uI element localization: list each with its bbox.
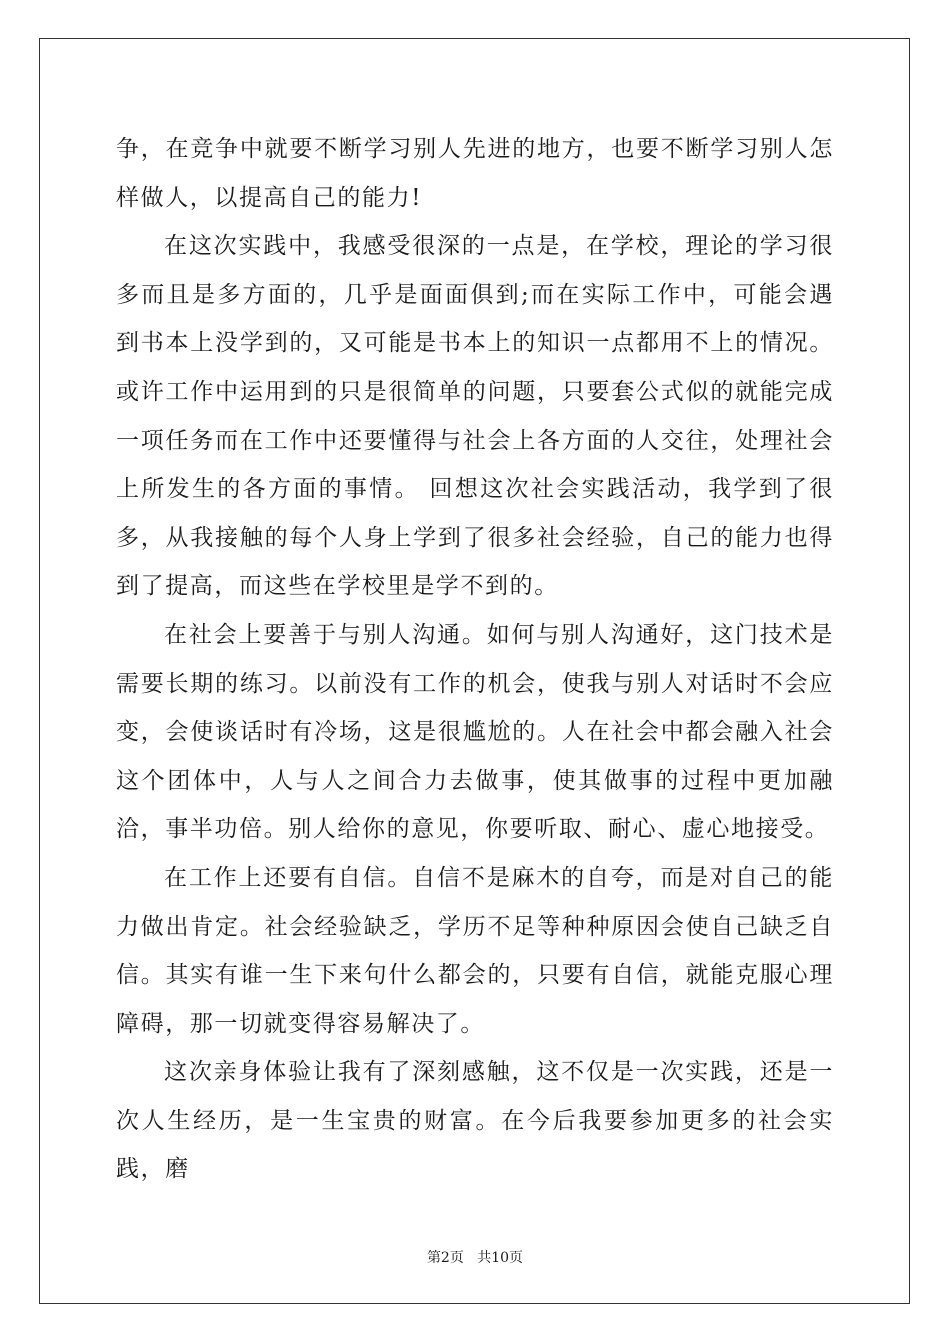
paragraph-2: 在这次实践中，我感受很深的一点是，在学校，理论的学习很多而且是多方面的，几乎是面面俱到;而在实际工作中，可能会遇到书本上没学到的，又可能是书本上的知识一点都用不上的情况。或许工作中运用到的只是很简单的问题，只要套公式似的就能完成一项任务而在工作中还要懂得与社会上各方面的人交往，处理社会上所发生的各方面的事情。 回想这次社会实践活动，我学到了很多，从我接触的每个人身上学到了很多社会经验，自己的能力也得到了提高，而这些在学校里是学不到的。 <box>116 233 834 600</box>
page-number: 第2页 <box>426 1250 464 1266</box>
page-footer <box>0 1247 950 1267</box>
paragraph-1: 争，在竞争中就要不断学习别人先进的地方，也要不断学习别人怎样做人，以提高自己的能力! <box>116 136 834 211</box>
page-total: 共10页 <box>477 1250 524 1266</box>
paragraph-3: 在社会上要善于与别人沟通。如何与别人沟通好，这门技术是需要长期的练习。以前没有工作的机会，使我与别人对话时不会应变，会使谈话时有冷场，这是很尴尬的。人在社会中都会融入社会这个团体中，人与人之间合力去做事，使其做事的过程中更加融洽，事半功倍。别人给你的意见，你要听取、耐心、虚心地接受。 <box>116 621 834 843</box>
paragraph-4: 在工作上还要有自信。自信不是麻木的自夸，而是对自己的能力做出肯定。社会经验缺乏，学历不足等种种原因会使自己缺乏自信。其实有谁一生下来句什么都会的，只要有自信，就能克服心理障碍，那一切就变得容易解决了。 <box>116 864 834 1037</box>
paragraph-5: 这次亲身体验让我有了深刻感触，这不仅是一次实践，还是一次人生经历，是一生宝贵的财富。在今后我要参加更多的社会实践，磨 <box>116 1059 834 1183</box>
document-body <box>116 125 834 1194</box>
